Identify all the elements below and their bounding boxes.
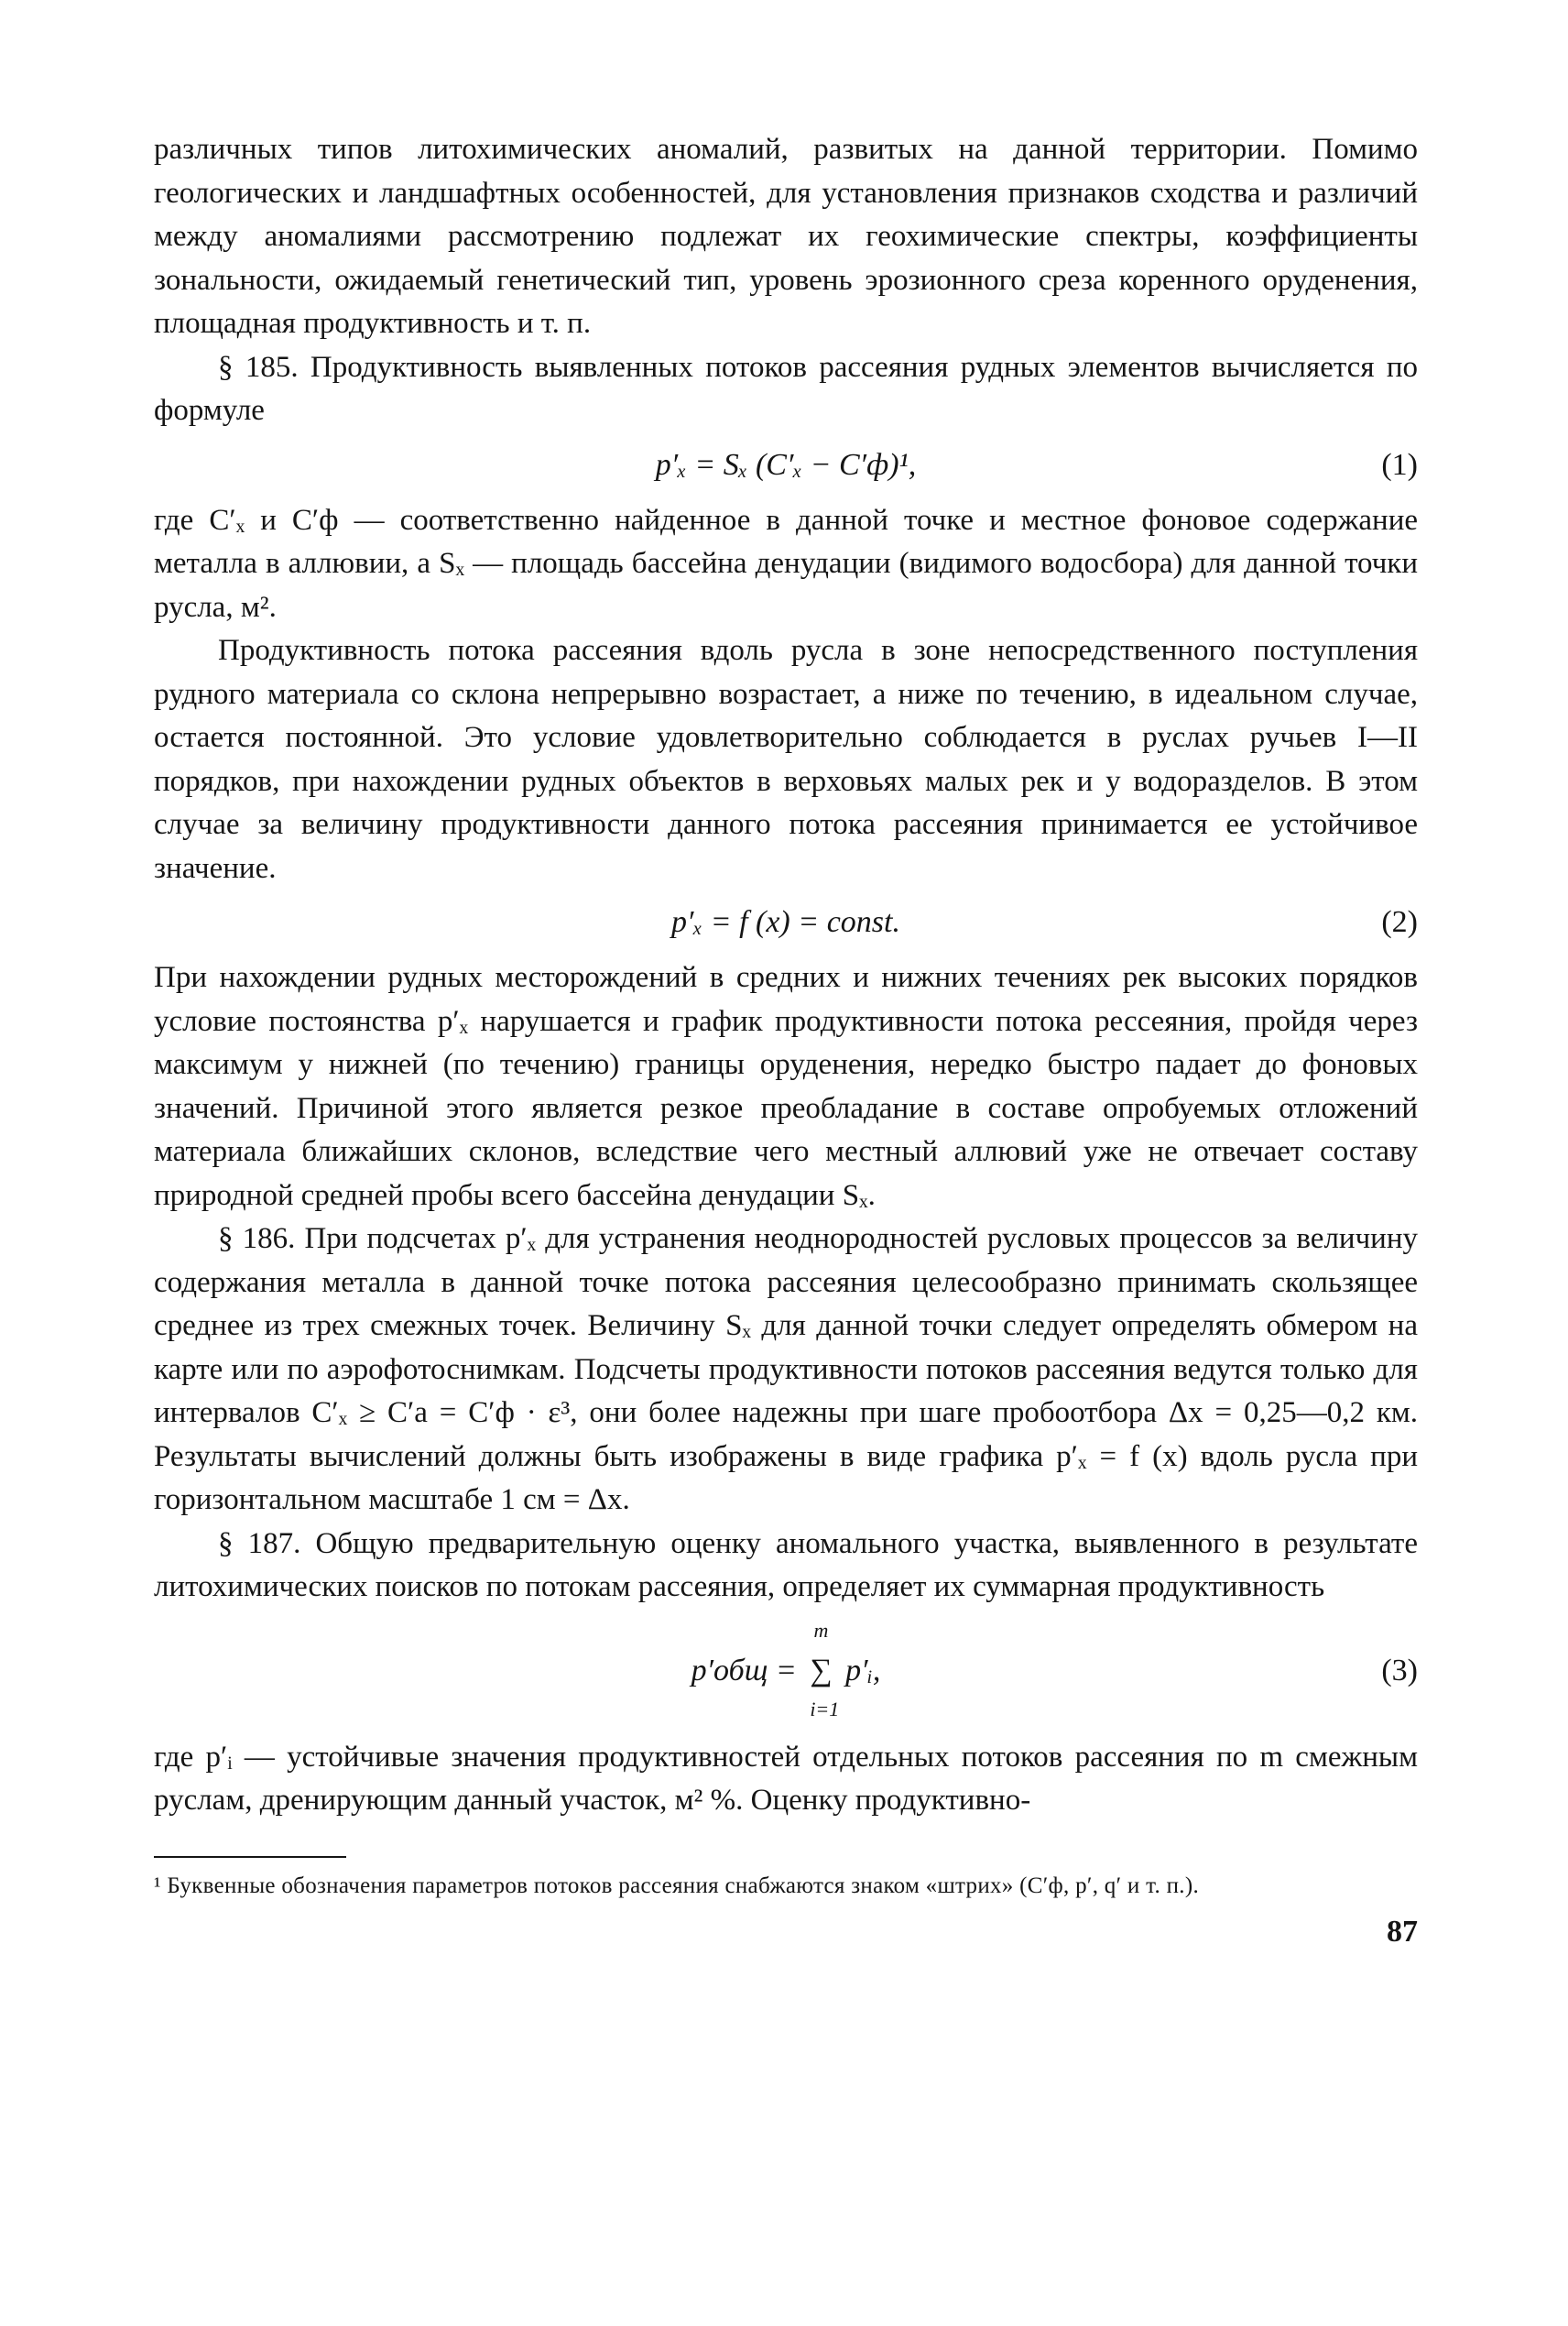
formula-3-expression — [154, 1618, 1418, 1720]
formula-3 — [154, 1613, 1418, 1731]
formula-3-rhs: p′ᵢ, — [845, 1653, 881, 1687]
paragraph-186: § 186. При подсчетах p′ₓ для устранения неоднородностей русловых процессов за величину содержания металла в данной точке потока рассеяния целесообразно принимать скользящее среднее из трех смежных точек. Величину Sₓ для данной точки следует определять обмером на карте или по аэрофотоснимкам. Подсчеты продуктивности потоков рассеяния ведутся только для интервалов C′ₓ ≥ C′a = C′ф · ε³, они более надежны при шаге пробоотбора Δx = 0,25—0,2 км. Результаты вычислений должны быть изображены в виде графика p′ₓ = f (x) вдоль русла при горизонтальном масштабе 1 см = Δx. — [154, 1222, 1418, 1516]
paragraph-where-1: где C′ₓ и C′ф — соответственно найденное в данной точке и местное фоновое содержание металла в аллювии, а Sₓ — площадь бассейна денудации (видимого водосбора) для данной точки русла, м². — [154, 503, 1418, 624]
footnote-divider — [154, 1856, 346, 1858]
page-body — [154, 128, 1418, 1955]
sum-lower-limit: i=1 — [810, 1697, 840, 1720]
formula-1 — [154, 437, 1418, 494]
paragraph-1: различных типов литохимических аномалий, развитых на данной территории. Помимо геологических и ландшафтных особенностей, для установления признаков сходства и различий между аномалиями рассмотрению подлежат их геохимические спектры, коэффициенты зональности, ожидаемый генетический тип, уровень эрозионного среза коренного оруденения, площадная продуктивность и т. п. — [154, 133, 1418, 340]
formula-2-number: (2) — [1381, 905, 1418, 939]
sum-sign: ∑ — [810, 1653, 833, 1687]
formula-1-number: (1) — [1381, 447, 1418, 482]
sum-upper-limit: m — [813, 1618, 829, 1642]
formula-2-expression: p′ₓ = f (x) = const. — [671, 905, 900, 939]
formula-3-lhs: p′общ = — [691, 1653, 797, 1687]
sum-symbol — [810, 1618, 840, 1720]
paragraph-deposits: При нахождении рудных месторождений в средних и нижних течениях рек высоких порядков условие постоянства p′ₓ нарушается и график продуктивности потока рессеяния, пройдя через максимум у нижней (по течению) границы оруденения, нередко быстро падает до фоновых значений. Причиной этого является резкое преобладание в составе опробуемых отложений материала ближайших склонов, вследствие чего местный аллювий уже не отвечает составу природной средней пробы всего бассейна денудации Sₓ. — [154, 961, 1418, 1212]
page-number: 87 — [1387, 1914, 1418, 1949]
formula-3-number: (3) — [1381, 1653, 1418, 1687]
paragraph-productivity: Продуктивность потока рассеяния вдоль русла в зоне непосредственного поступления рудного материала со склона непрерывно возрастает, а ниже по течению, в идеальном случае, остается постоянной. Это условие удовлетворительно соблюдается в руслах ручьев I—II порядков, при нахождении рудных объектов в верховьях малых рек и у водоразделов. В этом случае за величину продуктивности данного потока рассеяния принимается ее устойчивое значение. — [154, 634, 1418, 885]
paragraph-187: § 187. Общую предварительную оценку аномального участка, выявленного в результате литохимических поисков по потокам рассеяния, определяет их суммарная продуктивность — [154, 1526, 1418, 1603]
paragraph-where-3: где p′ᵢ — устойчивые значения продуктивностей отдельных потоков рассеяния по m смежным руслам, дренирующим данный участок, м² %. Оценку продуктивно- — [154, 1740, 1418, 1817]
formula-2 — [154, 894, 1418, 951]
footnote: ¹ Буквенные обозначения параметров потоков рассеяния снабжаются знаком «штрих» (C′ф, p′, q′ и т. п.). — [154, 1873, 1199, 1898]
formula-1-expression: p′ₓ = Sₓ (C′ₓ − C′ф)¹, — [655, 447, 917, 482]
paragraph-185: § 185. Продуктивность выявленных потоков рассеяния рудных элементов вычисляется по формуле — [154, 350, 1418, 427]
